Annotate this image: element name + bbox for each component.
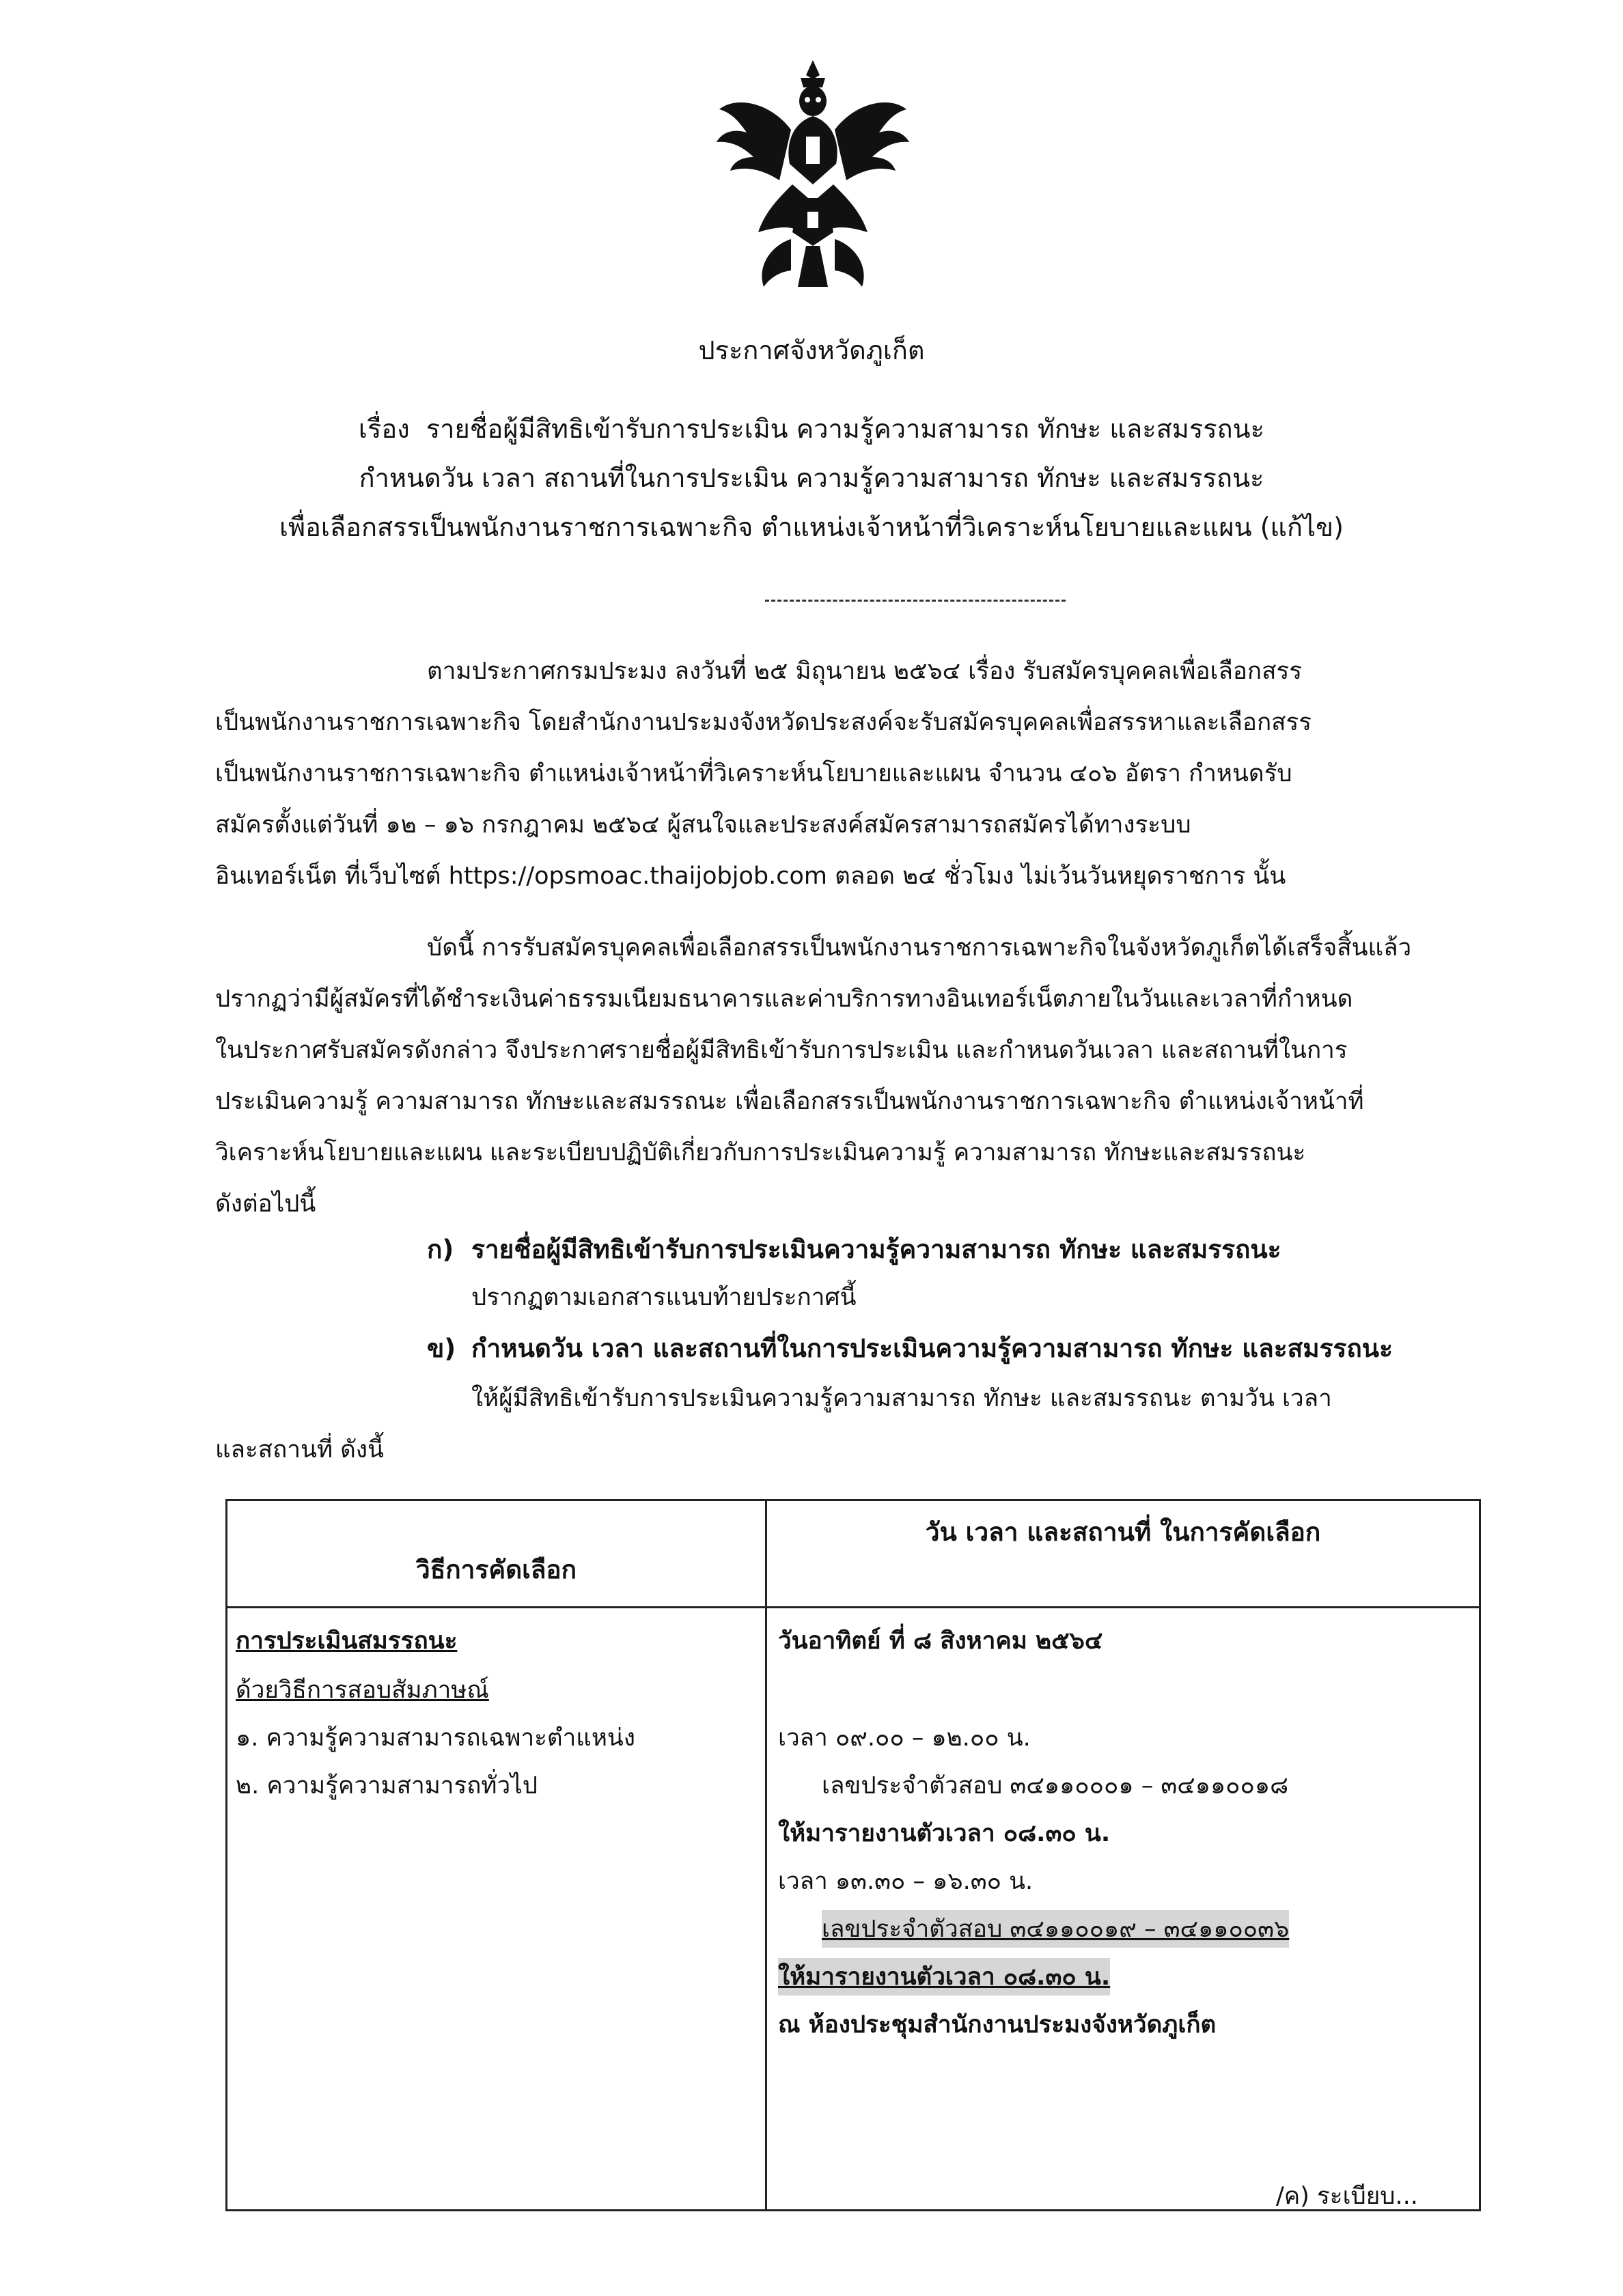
para2-line-4: ประเมินความรู้ ความสามารถ ทักษะและสมรรถนะ เพื่อเลือกสรรเป็นพนักงานราชการเฉพาะกิจ ตำแหน่งเจ้าหน้าที่ — [215, 1088, 1364, 1115]
item-b-text-1: ให้ผู้มีสิทธิเข้ารับการประเมินความรู้ความสามารถ ทักษะ และสมรรถนะ ตามวัน เวลา — [471, 1385, 1332, 1412]
subject-line-2: กำหนดวัน เวลา สถานที่ในการประเมิน ความรู้ความสามารถ ทักษะ และสมรรถนะ — [359, 463, 1264, 493]
schedule-ids-2: เลขประจำตัวสอบ ๓๔๑๑๐๐๑๙ – ๓๔๑๑๐๐๓๖ — [822, 1910, 1289, 1948]
schedule-time-2: เวลา ๑๓.๓๐ – ๑๖.๓๐ น. — [778, 1868, 1034, 1895]
cell-schedule — [766, 1608, 1480, 2211]
schedule-ids-1: เลขประจำตัวสอบ ๓๔๑๑๐๐๐๑ – ๓๔๑๑๐๐๑๘ — [822, 1772, 1289, 1800]
method-item-1: ๑. ความรู้ความสามารถเฉพาะตำแหน่ง — [236, 1724, 635, 1752]
method-item-2: ๒. ความรู้ความสามารถทั่วไป — [236, 1772, 538, 1800]
col-header-method: วิธีการคัดเลือก — [227, 1500, 766, 1608]
para2-line-2: ปรากฏว่ามีผู้สมัครที่ได้ชำระเงินค่าธรรมเนียมธนาคารและค่าบริการทางอินเทอร์เน็ตภายในวันและเวลาที่กำหนด — [215, 985, 1353, 1013]
method-title: การประเมินสมรรถนะ — [236, 1627, 458, 1655]
page-title: ประกาศจังหวัดภูเก็ต — [698, 335, 925, 365]
para2-line-1: บัดนี้ การรับสมัครบุคคลเพื่อเลือกสรรเป็นพนักงานราชการเฉพาะกิจในจังหวัดภูเก็ตได้เสร็จสิ้นแล้ว — [427, 934, 1412, 962]
garuda-emblem-icon — [710, 55, 915, 300]
col-header-schedule: วัน เวลา และสถานที่ ในการคัดเลือก — [766, 1500, 1480, 1608]
method-sub: ด้วยวิธีการสอบสัมภาษณ์ — [236, 1677, 489, 1704]
subject-block — [0, 404, 1623, 552]
continued-note: /ค) ระเบียบ... — [1276, 2183, 1418, 2210]
item-a-label: ก) — [427, 1235, 454, 1264]
item-a-title: รายชื่อผู้มีสิทธิเข้ารับการประเมินความรู้ความสามารถ ทักษะ และสมรรถนะ — [471, 1235, 1281, 1264]
item-b-text-2: และสถานที่ ดังนี้ — [215, 1436, 384, 1464]
para2-line-3: ในประกาศรับสมัครดังกล่าว จึงประกาศรายชื่อผู้มีสิทธิเข้ารับการประเมิน และกำหนดวันเวลา และสถานที่ในการ — [215, 1037, 1348, 1064]
schedule-date: วันอาทิตย์ ที่ ๘ สิงหาคม ๒๕๖๔ — [778, 1627, 1103, 1655]
schedule-report-1: ให้มารายงานตัวเวลา ๐๘.๓๐ น. — [778, 1820, 1111, 1847]
para1-line-1: ตามประกาศกรมประมง ลงวันที่ ๒๕ มิถุนายน ๒๕๖๔ เรื่อง รับสมัครบุคคลเพื่อเลือกสรร — [427, 658, 1303, 685]
schedule-time-1: เวลา ๐๙.๐๐ – ๑๒.๐๐ น. — [778, 1724, 1031, 1752]
cell-method — [227, 1608, 766, 2211]
para1-line-2: เป็นพนักงานราชการเฉพาะกิจ โดยสำนักงานประมงจังหวัดประสงค์จะรับสมัครบุคคลเพื่อสรรหาและเลือกสรร — [215, 709, 1312, 736]
item-b-label: ข) — [427, 1334, 456, 1363]
subject-line-1: เรื่อง รายชื่อผู้มีสิทธิเข้ารับการประเมิน ความรู้ความสามารถ ทักษะ และสมรรถนะ — [358, 414, 1265, 444]
table-row — [227, 1608, 1480, 2211]
para1-line-5: อินเทอร์เน็ต ที่เว็บไซต์ https://opsmoac.thaijobjob.com ตลอด ๒๔ ชั่วโมง ไม่เว้นวันหยุดราชการ นั้น — [215, 863, 1286, 890]
subject-prefix: เรื่อง — [358, 414, 410, 444]
item-a-text: ปรากฏตามเอกสารแนบท้ายประกาศนี้ — [471, 1284, 857, 1311]
schedule-report-2: ให้มารายงานตัวเวลา ๐๘.๓๐ น. — [778, 1958, 1110, 1996]
para2-line-5: วิเคราะห์นโยบายและแผน และระเบียบปฏิบัติเกี่ยวกับการประเมินความรู้ ความสามารถ ทักษะและสมรรถนะ — [215, 1139, 1306, 1166]
para2-line-6: ดังต่อไปนี้ — [215, 1190, 316, 1218]
para1-line-4: สมัครตั้งแต่วันที่ ๑๒ – ๑๖ กรกฎาคม ๒๕๖๔ ผู้สนใจและประสงค์สมัครสามารถสมัครได้ทางระบบ — [215, 811, 1191, 839]
para1-line-3: เป็นพนักงานราชการเฉพาะกิจ ตำแหน่งเจ้าหน้าที่วิเคราะห์นโยบายและแผน จำนวน ๔๐๖ อัตรา กำหนดรับ — [215, 760, 1292, 787]
item-b-title: กำหนดวัน เวลา และสถานที่ในการประเมินความรู้ความสามารถ ทักษะ และสมรรถนะ — [471, 1334, 1393, 1363]
divider — [765, 600, 1066, 602]
subject-line-3: เพื่อเลือกสรรเป็นพนักงานราชการเฉพาะกิจ ตำแหน่งเจ้าหน้าที่วิเคราะห์นโยบายและแผน (แก้ไข) — [279, 512, 1344, 542]
table-header-row — [227, 1500, 1480, 1608]
schedule-venue: ณ ห้องประชุมสำนักงานประมงจังหวัดภูเก็ต — [778, 2011, 1217, 2039]
schedule-table — [225, 1499, 1481, 2211]
